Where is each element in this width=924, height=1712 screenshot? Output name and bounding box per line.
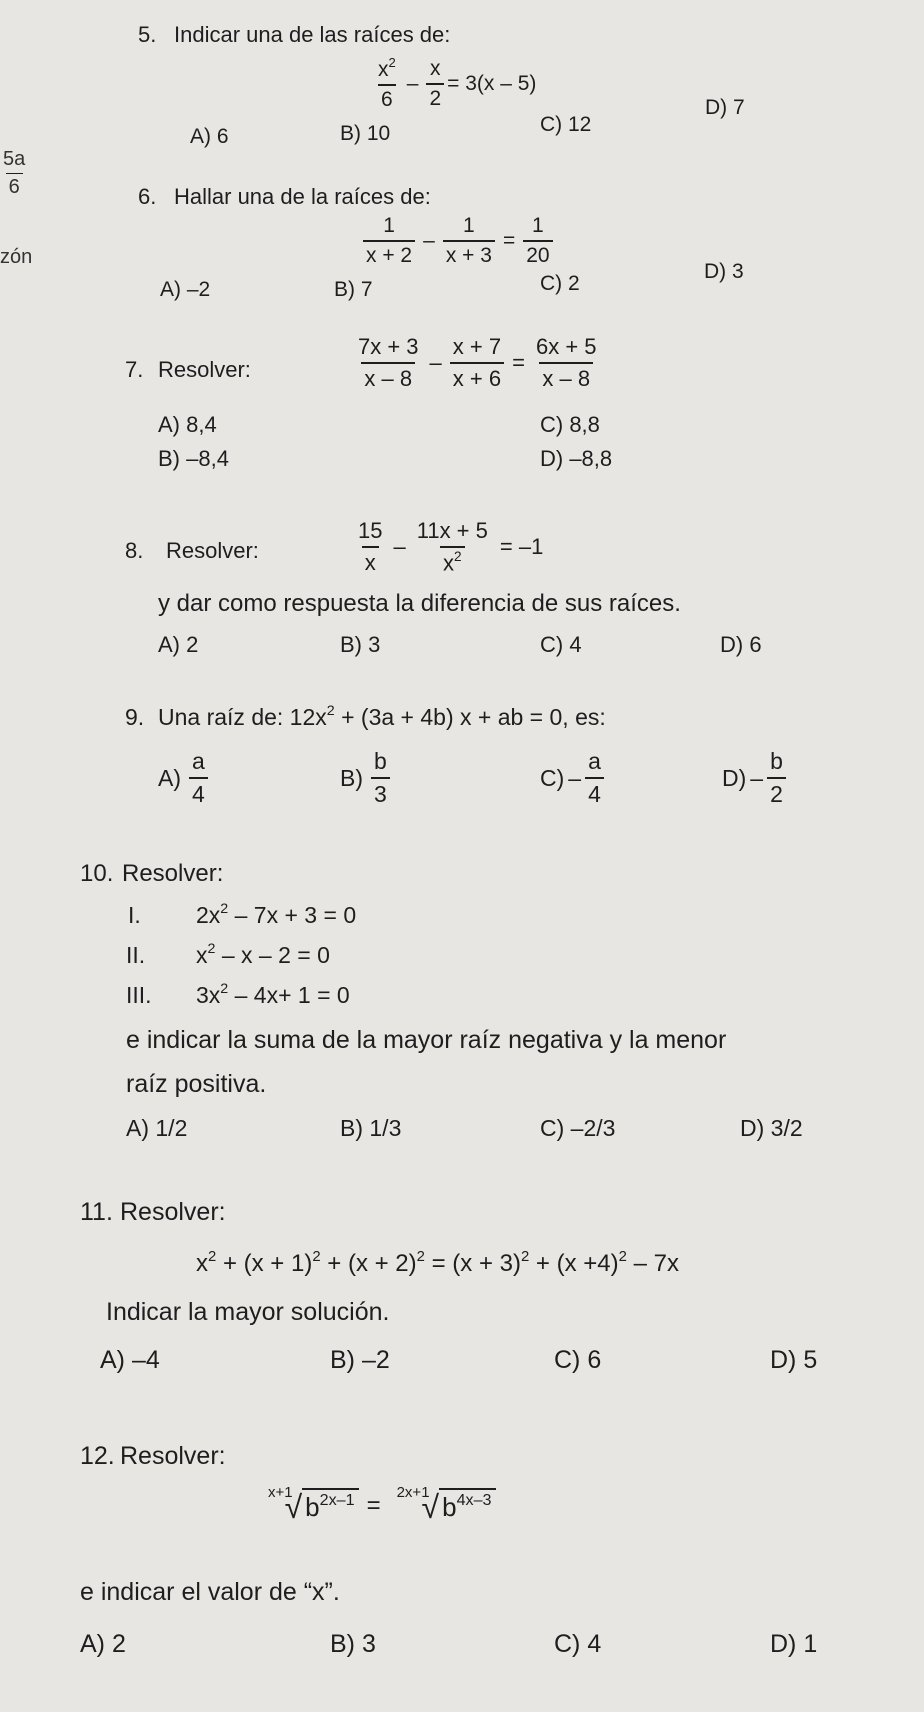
q11-option-b[interactable]: B) –2: [330, 1346, 390, 1374]
q10-number: 10.: [80, 860, 114, 887]
q11-equation: $x^2 + (x + 1)^2 + (x + 2)^2 = (x + 3)^2 + (x +4)^2 - 7x$: [196, 1248, 679, 1277]
q9-option-d[interactable]: D) – $\frac{b}{2}$: [722, 748, 789, 808]
q7-option-a[interactable]: A) 8,4: [158, 412, 217, 437]
q9-option-b[interactable]: B) $\frac{b}{3}$: [340, 748, 393, 808]
q6-option-c[interactable]: C) 2: [540, 272, 580, 295]
q8-prompt: Resolver:: [166, 538, 259, 563]
q10-option-d[interactable]: D) 3/2: [740, 1115, 803, 1141]
q7-option-c[interactable]: C) 8,8: [540, 412, 600, 437]
q10-option-a[interactable]: A) 1/2: [126, 1115, 188, 1141]
q12-root-right: 2x+1 √ $b^{4x-3}$: [389, 1488, 496, 1523]
q7-option-b[interactable]: B) –8,4: [158, 446, 229, 471]
q10-item-2-roman: II.: [126, 942, 146, 968]
q6-option-a[interactable]: A) –2: [160, 278, 211, 301]
q12-root-left: x+1 √ $b^{2x-1}$: [260, 1488, 359, 1523]
margin-fraction: $\frac{5a}{6}$: [3, 148, 26, 198]
q9-option-a[interactable]: A) $\frac{a}{4}$: [158, 748, 211, 808]
q12-instruction: e indicar el valor de “x”.: [80, 1578, 340, 1606]
q10-item-2-eq: $x^2 - x - 2 = 0$: [196, 940, 330, 968]
q8-option-a[interactable]: A) 2: [158, 632, 199, 657]
q12-option-d[interactable]: D) 1: [770, 1630, 818, 1658]
q6-option-b[interactable]: B) 7: [334, 278, 373, 301]
q8-option-c[interactable]: C) 4: [540, 632, 582, 657]
q9-option-c[interactable]: C) – $\frac{a}{4}$: [540, 748, 607, 808]
q12-option-b[interactable]: B) 3: [330, 1630, 376, 1658]
q12-option-c[interactable]: C) 4: [554, 1630, 602, 1658]
q11-option-a[interactable]: A) –4: [100, 1346, 160, 1374]
q12-option-a[interactable]: A) 2: [80, 1630, 126, 1658]
q5-number: 5.: [138, 22, 157, 47]
q5-option-c[interactable]: C) 12: [540, 113, 592, 136]
q11-option-d[interactable]: D) 5: [770, 1346, 818, 1374]
q5-option-a[interactable]: A) 6: [190, 125, 229, 148]
q12-prompt: Resolver:: [120, 1442, 226, 1470]
q11-instruction: Indicar la mayor solución.: [106, 1298, 390, 1326]
q9-number: 9.: [125, 704, 145, 730]
q7-option-d[interactable]: D) –8,8: [540, 446, 613, 471]
q5-option-d[interactable]: D) 7: [705, 96, 745, 119]
q8-equation: $\frac{15}{x}$ – $\frac{11x + 5}{x^2}$ = –1: [358, 518, 544, 576]
q7-number: 7.: [125, 357, 144, 382]
q10-option-b[interactable]: B) 1/3: [340, 1115, 402, 1141]
q5-prompt: Indicar una de las raíces de:: [174, 22, 451, 47]
q10-prompt: Resolver:: [122, 860, 224, 887]
q12-equation: x+1 √ $b^{2x-1}$ = 2x+1 √ $b^{4x-3}$: [260, 1488, 496, 1523]
q10-option-c[interactable]: C) –2/3: [540, 1115, 616, 1141]
q10-instruction-line-2: raíz positiva.: [126, 1070, 267, 1098]
q10-item-3-roman: III.: [126, 982, 152, 1008]
margin-word: zón: [0, 246, 33, 268]
q10-item-1-roman: I.: [128, 902, 141, 928]
q6-prompt: Hallar una de la raíces de:: [174, 184, 431, 209]
q6-option-d[interactable]: D) 3: [704, 260, 744, 283]
q5-equation: $\frac{x^2}{6}$ – $\frac{x}{2}$ = 3(x – 5): [378, 54, 537, 111]
q8-option-d[interactable]: D) 6: [720, 632, 762, 657]
q9-prompt: Una raíz de: $12x^2 + (3a + 4b) x$ + ab = 0, es:: [158, 702, 606, 730]
q10-instruction-line-1: e indicar la suma de la mayor raíz negativa y la menor: [126, 1026, 727, 1054]
q7-prompt: Resolver:: [158, 357, 251, 382]
q6-number: 6.: [138, 184, 157, 209]
q6-equation: $\frac{1}{x + 2}$ – $\frac{1}{x + 3}$ = $\frac{1}{20}$: [360, 214, 556, 268]
q10-item-3-eq: $3x^2 - 4x+ 1 = 0$: [196, 980, 350, 1008]
q11-prompt: Resolver:: [120, 1198, 226, 1226]
q11-number: 11.: [80, 1198, 113, 1226]
q10-item-1-eq: $2x^2 - 7x + 3 = 0$: [196, 900, 357, 928]
q8-option-b[interactable]: B) 3: [340, 632, 381, 657]
q8-instruction: y dar como respuesta la diferencia de sus raíces.: [158, 590, 681, 617]
q11-option-c[interactable]: C) 6: [554, 1346, 602, 1374]
q7-equation: $\frac{7x + 3}{x - 8}$ – $\frac{x + 7}{x + 6}$ = $\frac{6x + 5}{x - 8}$: [358, 334, 597, 391]
q12-number: 12.: [80, 1442, 115, 1470]
q5-option-b[interactable]: B) 10: [340, 122, 391, 145]
q8-number: 8.: [125, 538, 144, 563]
